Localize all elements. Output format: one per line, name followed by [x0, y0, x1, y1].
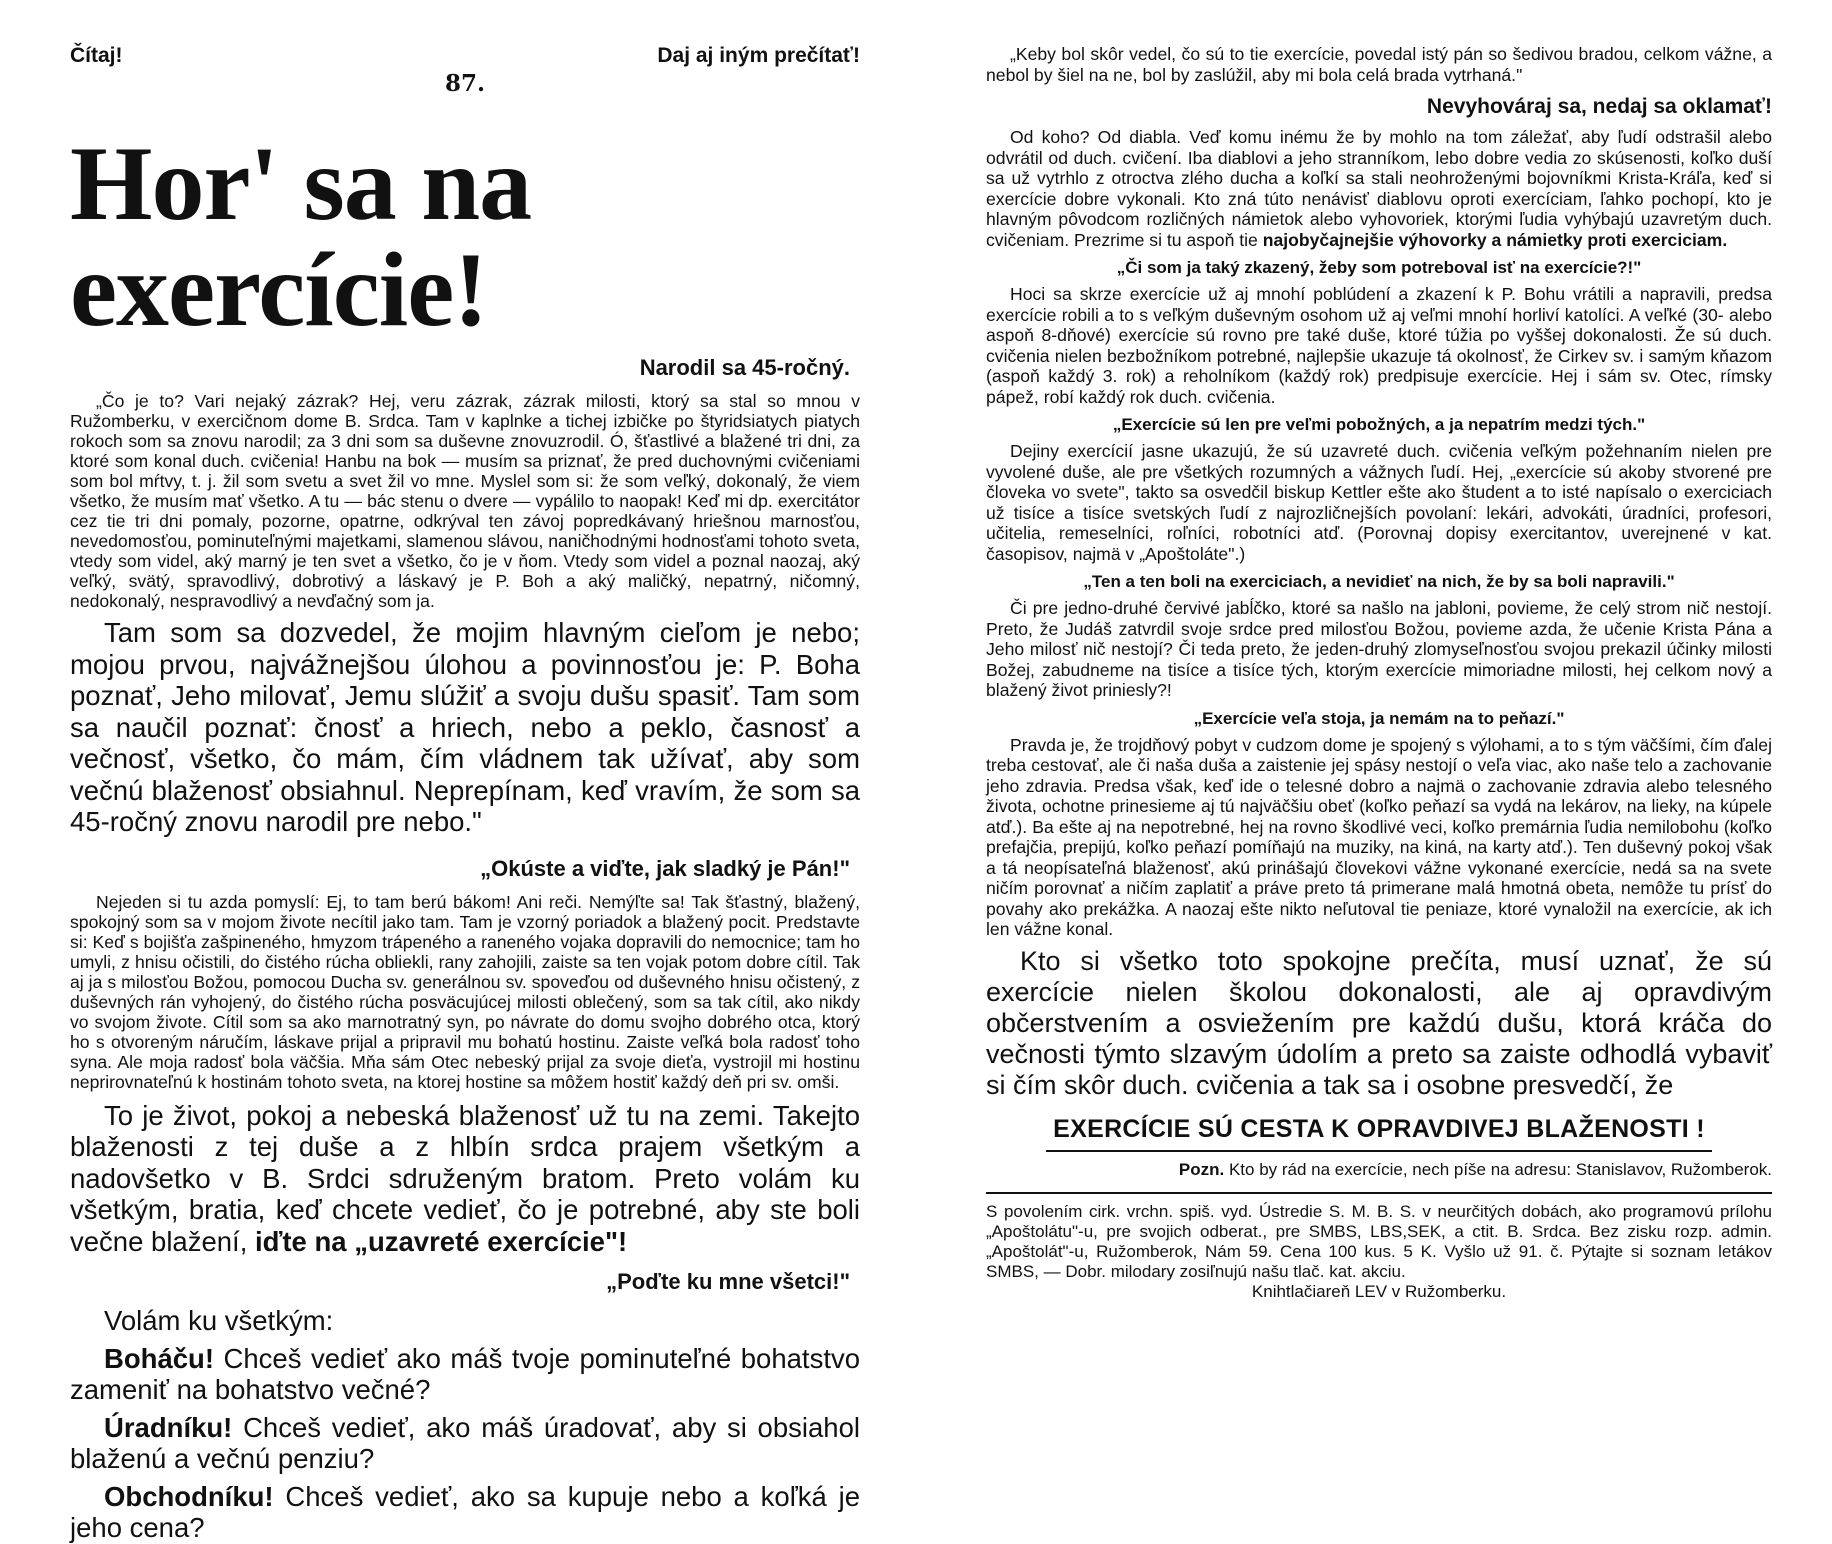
r-paragraph-6: Pravda je, že trojdňový pobyt v cudzom dome je spojený s výlohami, a to s tým väčšími, čím ďalej treba cestovať, ale či naša duša a zaistenie jej spásy nestojí o veľa viac, ako naše telo a zachovanie jeho zdravia. Predsa však, keď ide o telesné dobro a najmä o zachovanie zdravia alebo telesného života, ochotne prinesieme aj tú najväčšiu obeť (koľko peňazí sa vydá na lekárov, na lieky, na kúpele atď.). Ba ešte aj na nepotrebné, hej na rovno škodlivé veci, koľko premárnia ľudia nemilobohu (koľko prefajčia, prepijú, koľko peňazí pomíňajú na muziky, na kiná, na karty atď.). Ten duševný pokoj však a tá neopísateľná blaženosť, akú prinášajú človekovi vážne vykonané exercície, nedá sa na svete ničím porovnať a ničím zaplatiť a práve preto tá primerane malá hmotná obeta, nemôže tu prísť do povahy ako prekážka. A naozaj ešte nikto neľutoval tie peniaze, ktoré vynaložil na exercície, ak ich len vážne konal.: [986, 734, 1772, 939]
paragraph-1: „Čo je to? Vari nejaký zázrak? Hej, veru zázrak, zázrak milosti, ktorý sa stal so mnou v Ružomberku, v exercičnom dome B. Srdca. Tam v kaplnke a tichej izbičke po štyridsiatych piatych rokoch som sa znovu narodil; za 3 dni som sa duševne znovuzrodil. Ó, šťastlivé a blažené tri dni, za ktoré som konal duch. cvičenia! Hanbu na bok — musím sa priznať, že pred duchovnými cvičeniami som bol mŕtvy, t. j. žil som svetu a svet žil vo mne. Myslel som si: že som veľký, dokonalý, že viem všetko, že musím mať všetko. A tu — bác stenu o dvere — vypálilo to naopak! Keď mi dp. exercitátor cez tie tri dni pomaly, pozorne, opatrne, odkrýval ten závoj popredkávaný hriešnou marnosťou, nevedomosťou, pominuteľnými majetkami, slamenou slávou, naničhodnými hodnosťami tohoto sveta, vtedy som videl, aký marný je ten svet a všetko, čo je v ňom. Vtedy som videl a poznal naozaj, aký veľký, svätý, spravodlivý, dobrotivý a láskavý je P. Boh a aký maličký, nepatrný, ničomný, nedokonalý, nespravodlivý a nevďačný som ja.: [70, 391, 860, 611]
r-paragraph-1: „Keby bol skôr vedel, čo sú to tie exercície, povedal istý pán so šedivou bradou, celkom vážne, a nebol by šiel na ne, bol by zaslúžil, aby mi bola celá brada vytrhaná.": [986, 44, 1772, 85]
printer: Knihtlačiareň LEV v Ružomberku.: [1251, 1281, 1507, 1301]
left-page: [0, 0, 916, 1543]
paragraph-4-bold: iďte na „uzavreté exercície"!: [254, 1225, 628, 1257]
clerk-text: Chceš vedieť, ako máš úradovať, aby si obsiahol blaženú a večnú penziu?: [70, 1411, 860, 1474]
merchant-label: Obchodníku!: [104, 1480, 274, 1512]
paragraph-4-text: To je život, pokoj a nebeská blaženosť už tu na zemi. Takejto blaženosti z tej duše a z hlbín srdca prajem všetkým a nadovšetko v B. Srdci sdruženým bratom. Preto volám ku všetkým, bratia, keď chcete vedieť, čo je potrebné, aby ste boli večne blažení,: [70, 1099, 860, 1257]
right-page: [916, 0, 1832, 1500]
r-paragraph-4: Dejiny exercícií jasne ukazujú, že sú uzavreté duch. cvičenia veľkým požehnaním nielen pre vyvolené duše, ale pre všetkých rozumných a vážnych ľudí. Hej, „exercície sú akoby stvorené pre človeka vo svete", takto sa osvedčil biskup Kettler ešte ako študent a to isté napísalo o exerciciach už tisíce a tisíce svetských ľudí z najrozličnejších povolaní: lekári, advokáti, úradníci, profesori, učitelia, remeselníci, roľníci, robotníci atď. (Porovnaj dopisy exercitantov, uverejnené v kat. časopisov, najmä v „Apoštoláte".): [986, 441, 1772, 564]
r-paragraph-2-text: Od koho? Od diabla. Veď komu inému že by mohlo na tom záležať, aby ľudí odstrašil alebo odvrátil od duch. cvičení. Iba diablovi a jeho stranníkom, lebo dobre vedia zo skúsenosti, koľko duší sa už vytrhlo z otroctva zlého ducha a koľkí sa stali neohroženými bojovníkmi Krista-Kráľa, keď si exercície dobre vykonali. Kto zná túto nenávisť diablovu oproti exercíciam, ľahko pochopí, kto je hlavným pôvodcom rozličných námietok alebo vyhovoriek, ktorými ľudia vyhýbajú uzavretým duch. cvičeniam. Prezrime si tu aspoň tie: [986, 127, 1772, 250]
clerk-label: Úradníku!: [104, 1411, 233, 1443]
rich-paragraph: [70, 1343, 860, 1406]
header-left: Čítaj!: [70, 44, 123, 67]
note-label: Pozn.: [1178, 1159, 1225, 1179]
heading-zkazeny: „Či som ja taký zkazený, žeby som potreboval isť na exercície?!": [1116, 258, 1642, 277]
heading-ten-a-ten: „Ten a ten boli na exerciciach, a nevidieť na nich, že by sa boli napravili.": [1083, 572, 1675, 591]
divider-top: [1046, 1150, 1712, 1152]
r-paragraph-2: [986, 127, 1772, 250]
r-paragraph-5: Či pre jedno-druhé červivé jabĺčko, ktoré sa našlo na jabloni, povieme, že celý strom nič nestojí. Preto, že Judáš zatvrdil svoje srdce pred milosťou Božou, povieme azda, že učenie Krista Pána a Jeho milosť nič nestojí? Či teda preto, že jeden-druhý zlomyseľnosťou svojou prekazil účinky milosti Božej, zabudneme na tisíce a tisíce tých, ktorým exercície mimoriadne milosti, hej celkom nový a blažený život priniesly?!: [986, 598, 1772, 700]
imprint: S povolením cirk. vrchn. spiš. vyd. Ústredie S. M. B. S. v neurčitých dobách, ako programovú prílohu „Apoštolátu"-u, pre svojich odberat., pre SMBS, LBS,SEK, a ctit. B. Srdca. Bez zisku rozp. admin. „Apoštolát"-u, Ružomberok, Nám 59. Cena 100 kus. 5 K. Vyšlo už 91. č. Pýtajte si soznam letákov SMBS, — Dobr. milodary zosiľnujú našu tlač. kat. akciu.: [986, 1201, 1772, 1281]
heading-narodil: Narodil sa 45-ročný.: [639, 355, 850, 380]
header-right: Daj aj iným prečítať!: [657, 44, 860, 67]
r-paragraph-7: Kto si všetko toto spokojne prečíta, musí uznať, že sú exercície nielen školou dokonalosti, ale aj opravdivým občerstvením a osviežením pre každú dušu, ktorá kráča do večnosti týmto slzavým údolím a preto sa zaiste odhodlá vybaviť si čím skôr duch. cvičenia a tak sa i osobne presvedčí, že: [986, 945, 1772, 1100]
slogan: EXERCÍCIE SÚ CESTA K OPRAVDIVEJ BLAŽENOSTI !: [1053, 1114, 1705, 1143]
paragraph-4: [70, 1100, 860, 1258]
r-paragraph-2-bold: najobyčajnejšie výhovorky a námietky proti exerciciam.: [1262, 229, 1728, 250]
page-header: [70, 44, 860, 68]
heading-okuste: „Okúste a viďte, jak sladký je Pán!": [480, 855, 850, 881]
heading-nevyhovaraj: Nevyhováraj sa, nedaj sa oklamať!: [1426, 95, 1772, 118]
heading-podte: „Poďte ku mne všetci!": [606, 1269, 850, 1294]
page-title: Hor' sa na exercície!: [70, 125, 532, 348]
rich-label: Boháču!: [104, 1342, 214, 1374]
rich-text: Chceš vedieť ako máš tvoje pominuteľné bohatstvo zameniť na bohatstvo večné?: [70, 1342, 861, 1405]
merchant-paragraph: [70, 1481, 860, 1544]
heading-pobozni: „Exercície sú len pre veľmi pobožných, a ja nepatrím medzi tých.": [1112, 415, 1646, 434]
divider-bottom: [986, 1192, 1772, 1194]
issue-number: 87.: [444, 70, 485, 97]
paragraph-2: Tam som sa dozvedel, že mojim hlavným cieľom je nebo; mojou prvou, najvážnejšou úlohou a povinnosťou je: P. Boha poznať, Jeho milovať, Jemu slúžiť a svoju dušu spasiť. Tam som sa naučil poznať: čnosť a hriech, nebo a peklo, časnosť a večnosť, všetko, čo mám, čím vládnem tak užívať, aby som večnú blaženosť obsiahnul. Neprepínam, keď vravím, že som sa 45-ročný znovu narodil pre nebo.": [70, 617, 860, 837]
merchant-text: Chceš vedieť, ako sa kupuje nebo a koľká je jeho cena?: [70, 1480, 861, 1543]
note-line: [986, 1160, 1772, 1180]
r-paragraph-3: Hoci sa skrze exercície už aj mnohí poblúdení a zkazení k P. Bohu vrátili a napravili, predsa exercície robili a to s veľkým duševným osohom už aj veľmi mnohí horliví katolíci. A veľké (30- alebo aspoň 8-dňové) exercície sú rovno pre také duše, ktoré túžia po vyššej dokonalosti. Že sú duch. cvičenia nielen bezbožníkom potrebné, najlepšie ukazuje tá okolnosť, že Cirkev sv. i samým kňazom (aspoň každý 3. rok) a reholníkom (každý rok) predpisuje exercície. Hej i sám sv. Otec, rímsky pápež, robí každý rok duch. cvičenia.: [986, 284, 1772, 407]
note-text: Kto by rád na exercície, nech píše na adresu: Stanislavov, Ružomberok.: [1228, 1159, 1772, 1179]
call-line: Volám ku všetkým:: [104, 1305, 334, 1336]
clerk-paragraph: [70, 1412, 860, 1475]
heading-stoja: „Exercície veľa stoja, ja nemám na to peňazí.": [1193, 708, 1565, 728]
paragraph-3: Nejeden si tu azda pomyslí: Ej, to tam berú bákom! Ani reči. Nemýľte sa! Tak šťastný, blažený, spokojný som sa v mojom živote necítil jako tam. Tam je vzorný poriadok a blažený pocit. Predstavte si: Keď s bojišťa zašpineného, hmyzom trápeného a raneného vojaka dopravili do nemocnice; tam ho umyli, z hnisu očistili, do čistého rúcha obliekli, rany zahojili, zaiste sa ten vojak potom dobre cítil. Tak aj ja s milosťou Božou, pomocou Ducha sv. generálnou sv. spoveďou od duševného hnisu očistený, z duševných rán vyhojený, do čistého rúcha posväcujúcej milosti oblečený, som sa tak cítil, ako nikdy vo svojom živote. Cítil som sa ako marnotratný syn, po návrate do domu svojho dobrého otca, ktorý ho s otvoreným náručím, láskave prijal a pripravil mu bohatú hostinu. Zaiste veľká bola radosť toho syna. Ale moja radosť bola väčšia. Mňa sám Otec nebeský prijal za svoje dieťa, vystrojil mi hostinu neprirovnateľnú k hostinám tohoto sveta, na ktorej hostine sa môžem hostiť každý deň pri sv. omši.: [70, 891, 860, 1092]
